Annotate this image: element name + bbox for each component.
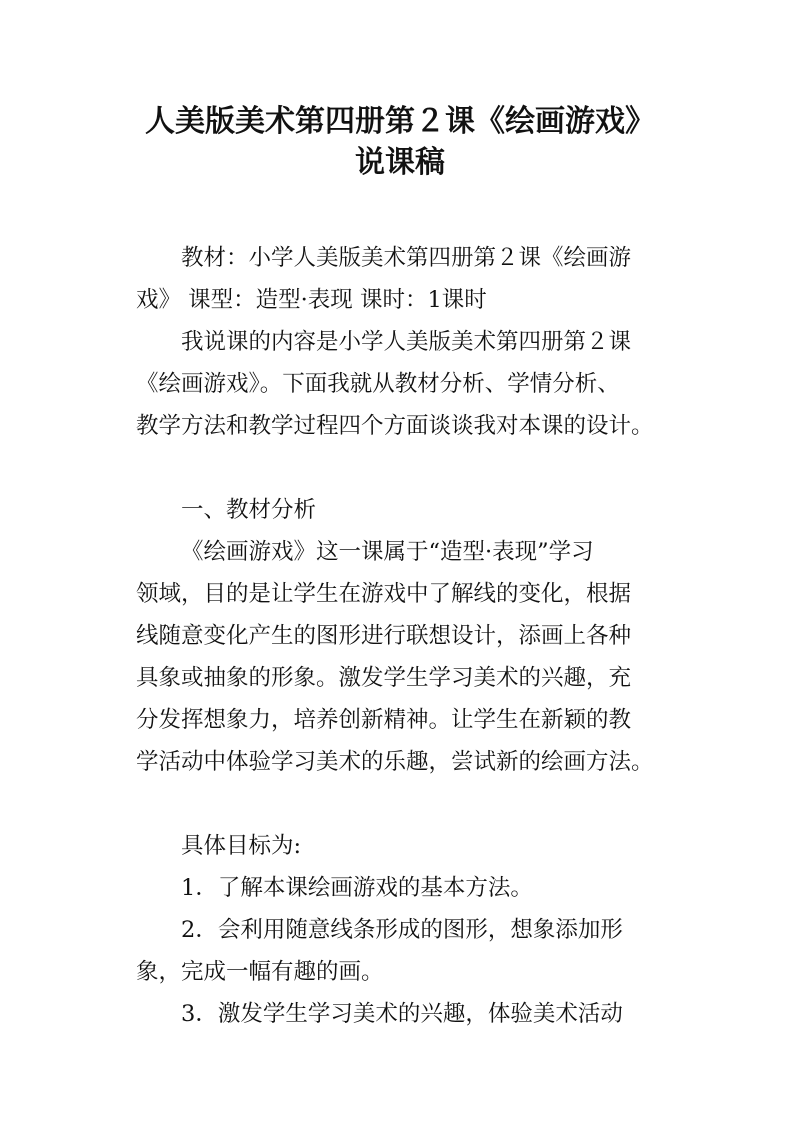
paragraph-line: 我说课的内容是小学人美版美术第四册第２课 xyxy=(181,329,632,355)
paragraph-line: 戏》 课型：造型·表现 课时：1课时 xyxy=(136,287,487,313)
goals-heading: 具体目标为: xyxy=(181,833,302,859)
paragraph-line: 线随意变化产生的图形进行联想设计，添画上各种 xyxy=(136,623,632,649)
paragraph-line: 教材：小学人美版美术第四册第２课《绘画游 xyxy=(181,245,632,271)
paragraph-line: 《绘画游戏》这一课属于“造型·表现”学习 xyxy=(181,539,594,565)
list-item-continuation: 象，完成一幅有趣的画。 xyxy=(136,959,384,985)
document-title: 人美版美术第四册第２课《绘画游戏》 xyxy=(145,104,655,139)
paragraph-line: 分发挥想象力，培养创新精神。让学生在新颖的教 xyxy=(136,707,632,733)
paragraph-line: 教学方法和教学过程四个方面谈谈我对本课的设计。 xyxy=(136,413,654,439)
paragraph-line: 《绘画游戏》。下面我就从教材分析、学情分析、 xyxy=(136,371,620,397)
section-heading: 一、教材分析 xyxy=(181,497,317,523)
document-title-line2: 说课稿 xyxy=(355,145,445,180)
list-item: 3．激发学生学习美术的兴趣，体验美术活动 xyxy=(181,1001,623,1027)
list-item: 1．了解本课绘画游戏的基本方法。 xyxy=(181,875,533,901)
paragraph-line: 领域，目的是让学生在游戏中了解线的变化，根据 xyxy=(136,581,632,607)
paragraph-line: 学活动中体验学习美术的乐趣，尝试新的绘画方法。 xyxy=(136,749,654,775)
list-item: 2．会利用随意线条形成的图形，想象添加形 xyxy=(181,917,623,943)
paragraph-line: 具象或抽象的形象。激发学生学习美术的兴趣，充 xyxy=(136,665,632,691)
